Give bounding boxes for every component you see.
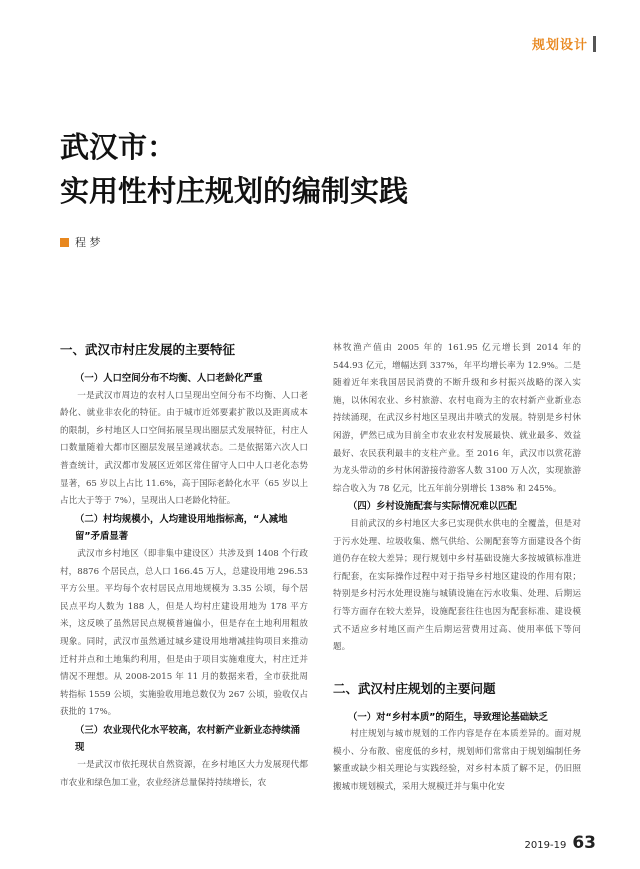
header-divider bbox=[593, 36, 596, 52]
paragraph-1-3: 一是武汉市依托现状自然资源，在乡村地区大力发展现代都市农业和绿色加工业，农业经济总量保持持续增长，农 bbox=[60, 760, 308, 788]
author-line bbox=[60, 234, 101, 250]
right-column bbox=[333, 340, 581, 797]
section-gap bbox=[333, 657, 581, 679]
section-2-heading: 二、武汉村庄规划的主要问题 bbox=[333, 680, 496, 696]
article-title bbox=[60, 125, 408, 213]
paragraph-1-1: 一是武汉市周边的农村人口呈现出空间分布不均衡、人口老龄化、就业非农化的特征。由于城市近郊要素扩散以及距离成本的限制，乡村地区人口空间拓展呈现出圈层式发展特征，村庄人口数量随着大都市区圈层发展呈递减状态。二是依据第六次人口普查统计，武汉都市发展区近郊区常住留守人口中人口老化态势显著，65 岁以上占比 11.6%，高于国际老龄化水平（65 岁以上占比大于等于 7%），呈现出人口老龄化特征。 bbox=[60, 390, 308, 507]
page-footer bbox=[525, 833, 596, 853]
author-name: 程 梦 bbox=[75, 236, 101, 249]
paragraph-1-2: 武汉市乡村地区（即非集中建设区）共涉及到 1408 个行政村，8876 个居民点，总人口 166.45 万人，总建设用地 296.53 平方公里。平均每个农村居民点用地规模为 3.35 公顷，每个居民点平均人数为 188 人，但是人均村庄建设用地为 178 平方米，这反映了虽然居民点规模普遍偏小，但是存在土地利用粗放现象。同时，武汉市虽然通过城乡建设用地增减挂钩项目来推动迁村并点和土地集约利用，但是由于项目实施难度大，村庄迁并情况不理想。从 2008-2015 年 11 月的数据来看，全市获批周转指标 1559 公顷，实施验收用地总数仅为 267 公顷，验收仅占获批的 17%。 bbox=[60, 548, 308, 718]
title-line-1: 武汉市： bbox=[60, 130, 177, 164]
title-line-2: 实用性村庄规划的编制实践 bbox=[60, 174, 409, 208]
subsection-2-1-heading: （一）对“乡村本质”的陌生，导致理论基础缺乏 bbox=[348, 711, 548, 723]
paragraph-1-4: 目前武汉的乡村地区大多已实现供水供电的全覆盖，但是对于污水处理、垃圾收集、燃气供给、公厕配套等方面建设各个街道仍存在较大差异；现行规划中乡村基础设施大多按城镇标准进行配套，在实际操作过程中对于指导乡村地区建设的作用有限；特别是乡村污水处理设施与城镇设施在污水收集、处理、后期运行等方面存在较大差异，设施配套往往也因为配套标准、建设模式不适应乡村地区而产生后期运营费用过高、使用率低下等问题。 bbox=[333, 518, 581, 653]
page-number: 63 bbox=[572, 833, 596, 853]
subsection-1-1-heading: （一）人口空间分布不均衡、人口老龄化严重 bbox=[75, 373, 263, 384]
section-1-heading: 一、武汉市村庄发展的主要特征 bbox=[60, 342, 236, 357]
subsection-1-2-heading: （二）村均规模小，人均建设用地指标高，“人减地留”矛盾显著 bbox=[75, 513, 288, 543]
paragraph-2-1: 村庄规划与城市规划的工作内容是存在本质差异的。面对规模小、分布散、密度低的乡村，规划师们常常由于规划编制任务繁重或缺少相关理论与实践经验，对乡村本质了解不足，仍旧照搬城市规划模式，采用大规模迁并与集中化安 bbox=[333, 729, 581, 793]
section-label: 规划设计 bbox=[531, 38, 588, 53]
issue-number: 2019-19 bbox=[524, 840, 567, 851]
page-header bbox=[532, 34, 596, 53]
subsection-1-4-heading: （四）乡村设施配套与实际情况难以匹配 bbox=[348, 501, 517, 513]
author-marker bbox=[60, 238, 69, 247]
left-column bbox=[60, 340, 308, 792]
subsection-1-3-heading: （三）农业现代化水平较高，农村新产业新业态持续涌现 bbox=[75, 724, 301, 754]
paragraph-1-3-continued: 林牧渔产值由 2005 年的 161.95 亿元增长到 2014 年的 544.93 亿元，增幅达到 337%，年平均增长率为 12.9%。二是随着近年来我国居民消费的不断升级和乡村振兴战略的深入实施，以休闲农业、乡村旅游、农村电商为主的农村新产业新业态持续涌现，在武汉乡村地区呈现出井喷式的发展。特别是乡村休闲游，俨然已成为目前全市农业农村发展最快、就业最多、效益最好、农民获利最丰的支柱产业。至 2016 年，武汉市以赏花游为龙头带动的乡村休闲游接待游客人数 3100 万人次，实现旅游综合收入为 78 亿元，比五年前分别增长 138% 和 245%。 bbox=[333, 343, 581, 494]
